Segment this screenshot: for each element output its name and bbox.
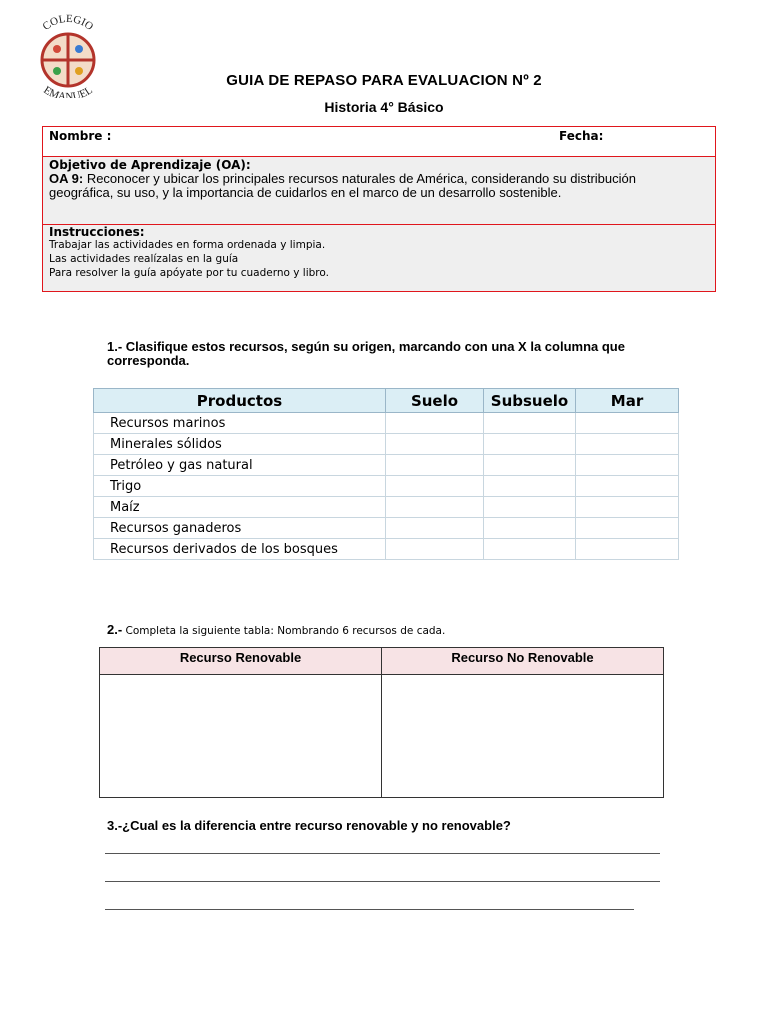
answer-cell[interactable] [386, 476, 484, 497]
answer-line[interactable] [105, 853, 660, 854]
non-renewable-answer-cell[interactable] [382, 675, 664, 798]
product-cell: Recursos derivados de los bosques [94, 539, 386, 560]
answer-cell[interactable] [484, 539, 576, 560]
question-1: 1.- Clasifique estos recursos, según su origen, marcando con una X la columna que corresponda. [107, 339, 625, 368]
logo-bottom-text: EMANUEL [41, 84, 95, 98]
answer-cell[interactable] [484, 455, 576, 476]
answer-cell[interactable] [576, 539, 679, 560]
table-row [94, 497, 679, 518]
table-row [94, 476, 679, 497]
answer-cell[interactable] [484, 476, 576, 497]
table-header-row [94, 389, 679, 413]
info-box [42, 126, 716, 292]
answer-cell[interactable] [386, 497, 484, 518]
oa-heading: Objetivo de Aprendizaje (OA): [49, 158, 251, 172]
answer-cell[interactable] [484, 497, 576, 518]
product-cell: Maíz [94, 497, 386, 518]
product-cell: Petróleo y gas natural [94, 455, 386, 476]
page-subtitle: Historia 4° Básico [324, 99, 444, 115]
table-row [94, 413, 679, 434]
answer-cell[interactable] [484, 413, 576, 434]
col-header-soil: Suelo [386, 389, 484, 413]
answer-cell[interactable] [386, 413, 484, 434]
instruction-item: Las actividades realízalas en la guía [49, 253, 239, 265]
product-cell: Trigo [94, 476, 386, 497]
answer-line[interactable] [105, 881, 660, 882]
product-cell: Recursos marinos [94, 413, 386, 434]
renewable-answer-cell[interactable] [100, 675, 382, 798]
answer-cell[interactable] [386, 518, 484, 539]
answer-cell[interactable] [576, 455, 679, 476]
question-3: 3.-¿Cual es la diferencia entre recurso renovable y no renovable? [107, 818, 511, 833]
page-title: GUIA DE REPASO PARA EVALUACION Nº 2 [226, 72, 542, 89]
oa-description [49, 172, 679, 200]
answer-cell[interactable] [576, 476, 679, 497]
answer-cell[interactable] [484, 434, 576, 455]
col-header-non-renewable: Recurso No Renovable [382, 648, 664, 675]
answer-cell[interactable] [576, 413, 679, 434]
table-row [94, 455, 679, 476]
table-header-row [100, 648, 664, 675]
col-header-sea: Mar [576, 389, 679, 413]
objective-row [43, 157, 715, 225]
answer-cell[interactable] [386, 539, 484, 560]
answer-cell[interactable] [386, 455, 484, 476]
logo-top-text: COLEGIO [40, 14, 96, 33]
instructions-heading: Instrucciones: [49, 225, 145, 239]
classification-table [93, 388, 679, 560]
oa-code: OA 9: [49, 171, 84, 186]
answer-cell[interactable] [576, 518, 679, 539]
answer-cell[interactable] [484, 518, 576, 539]
name-label: Nombre : [49, 129, 112, 143]
col-header-renewable: Recurso Renovable [100, 648, 382, 675]
product-cell: Minerales sólidos [94, 434, 386, 455]
resources-table [99, 647, 664, 798]
instructions-row [43, 225, 715, 291]
instruction-item: Para resolver la guía apóyate por tu cuaderno y libro. [49, 267, 329, 279]
question-2 [107, 622, 445, 637]
answer-cell[interactable] [576, 434, 679, 455]
name-row [43, 127, 715, 157]
table-row [100, 675, 664, 798]
col-header-products: Productos [94, 389, 386, 413]
instruction-item: Trabajar las actividades en forma ordenada y limpia. [49, 239, 326, 251]
date-label: Fecha: [559, 129, 604, 143]
table-row [94, 434, 679, 455]
oa-text: Reconocer y ubicar los principales recursos naturales de América, considerando su distribución geográfica, su uso, y la importancia de cuidarlos en el marco de un desarrollo sostenible. [49, 171, 636, 200]
table-row [94, 539, 679, 560]
answer-cell[interactable] [576, 497, 679, 518]
answer-line[interactable] [105, 909, 634, 910]
question-2-number: 2.- [107, 622, 123, 637]
product-cell: Recursos ganaderos [94, 518, 386, 539]
col-header-subsoil: Subsuelo [484, 389, 576, 413]
table-row [94, 518, 679, 539]
question-2-text: Completa la siguiente tabla: Nombrando 6 recursos de cada. [122, 625, 446, 637]
answer-cell[interactable] [386, 434, 484, 455]
